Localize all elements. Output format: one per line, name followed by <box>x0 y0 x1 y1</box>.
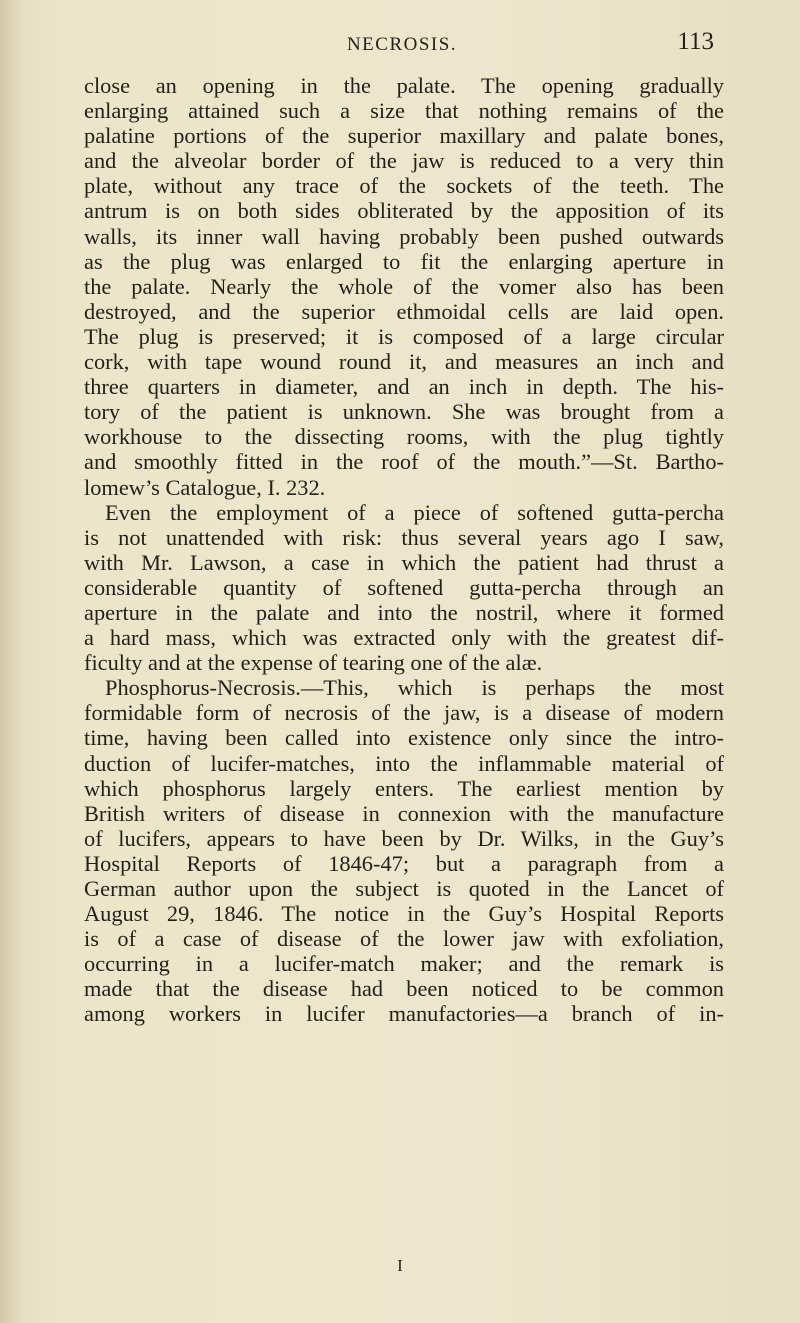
text-line: workhouse to the dissecting rooms, with the plug tightly <box>84 424 724 450</box>
text-line: occurring in a lucifer-match maker; and the remark is <box>84 951 724 977</box>
text-line: tory of the patient is unknown. She was brought from a <box>84 399 724 425</box>
page-gutter-shadow <box>0 0 22 1323</box>
text-line: with Mr. Lawson, a case in which the patient had thrust a <box>84 549 724 575</box>
page-header <box>90 26 714 66</box>
text-line: lomew’s Catalogue, I. 232. <box>84 474 326 500</box>
page-number: 113 <box>677 28 714 55</box>
text-line: August 29, 1846. The notice in the Guy’s Hospital Reports <box>84 901 724 927</box>
text-line: enlarging attained such a size that nothing remains of the <box>84 98 724 124</box>
text-line: is of a case of disease of the lower jaw with exfoliation, <box>84 926 724 952</box>
text-line: close an opening in the palate. The opening gradually <box>84 73 724 98</box>
text-line: is not unattended with risk: thus several years ago I saw, <box>84 524 724 550</box>
text-line: formidable form of necrosis of the jaw, is a disease of modern <box>84 700 724 726</box>
text-line: three quarters in diameter, and an inch in depth. The his- <box>84 374 724 400</box>
text-line: which phosphorus largely enters. The earliest mention by <box>84 775 724 801</box>
text-line: considerable quantity of softened gutta-percha through an <box>84 574 724 600</box>
text-line: plate, without any trace of the sockets of the teeth. The <box>84 173 724 199</box>
text-line: as the plug was enlarged to fit the enlarging aperture in <box>84 248 724 274</box>
signature-mark: I <box>397 1256 403 1275</box>
text-line: the palate. Nearly the whole of the vomer also has been <box>84 273 724 299</box>
text-line: and smoothly fitted in the roof of the mouth.”—St. Bartho- <box>84 449 724 475</box>
text-line: time, having been called into existence only since the intro- <box>84 725 724 751</box>
text-line: duction of lucifer-matches, into the inflammable material of <box>84 750 724 776</box>
body-text <box>84 73 724 1027</box>
text-line: a hard mass, which was extracted only with the greatest dif- <box>84 625 724 651</box>
text-line: among workers in lucifer manufactories—a branch of in- <box>84 1001 724 1027</box>
text-line: British writers of disease in connexion with the manufacture <box>84 800 724 826</box>
text-line: cork, with tape wound round it, and measures an inch and <box>84 349 724 375</box>
text-line: aperture in the palate and into the nostril, where it formed <box>84 599 724 625</box>
text-line: palatine portions of the superior maxillary and palate bones, <box>84 123 724 149</box>
text-line: Phosphorus-Necrosis.—This, which is perhaps the most <box>105 675 724 701</box>
text-line: walls, its inner wall having probably been pushed outwards <box>84 223 724 249</box>
text-line: made that the disease had been noticed to be common <box>84 976 724 1002</box>
text-line: German author upon the subject is quoted in the Lancet of <box>84 876 724 901</box>
text-line: Even the employment of a piece of softened gutta-percha <box>105 499 724 525</box>
text-line: Hospital Reports of 1846-47; but a paragraph from a <box>84 850 724 876</box>
running-head: NECROSIS. <box>346 34 458 55</box>
text-line: destroyed, and the superior ethmoidal cells are laid open. <box>84 298 724 324</box>
text-line: ficulty and at the expense of tearing one of the alæ. <box>84 650 543 676</box>
text-line: The plug is preserved; it is composed of a large circular <box>84 323 724 349</box>
text-line: and the alveolar border of the jaw is reduced to a very thin <box>84 148 724 174</box>
text-line: antrum is on both sides obliterated by the apposition of its <box>84 198 724 224</box>
text-line: of lucifers, appears to have been by Dr. Wilks, in the Guy’s <box>84 825 724 851</box>
